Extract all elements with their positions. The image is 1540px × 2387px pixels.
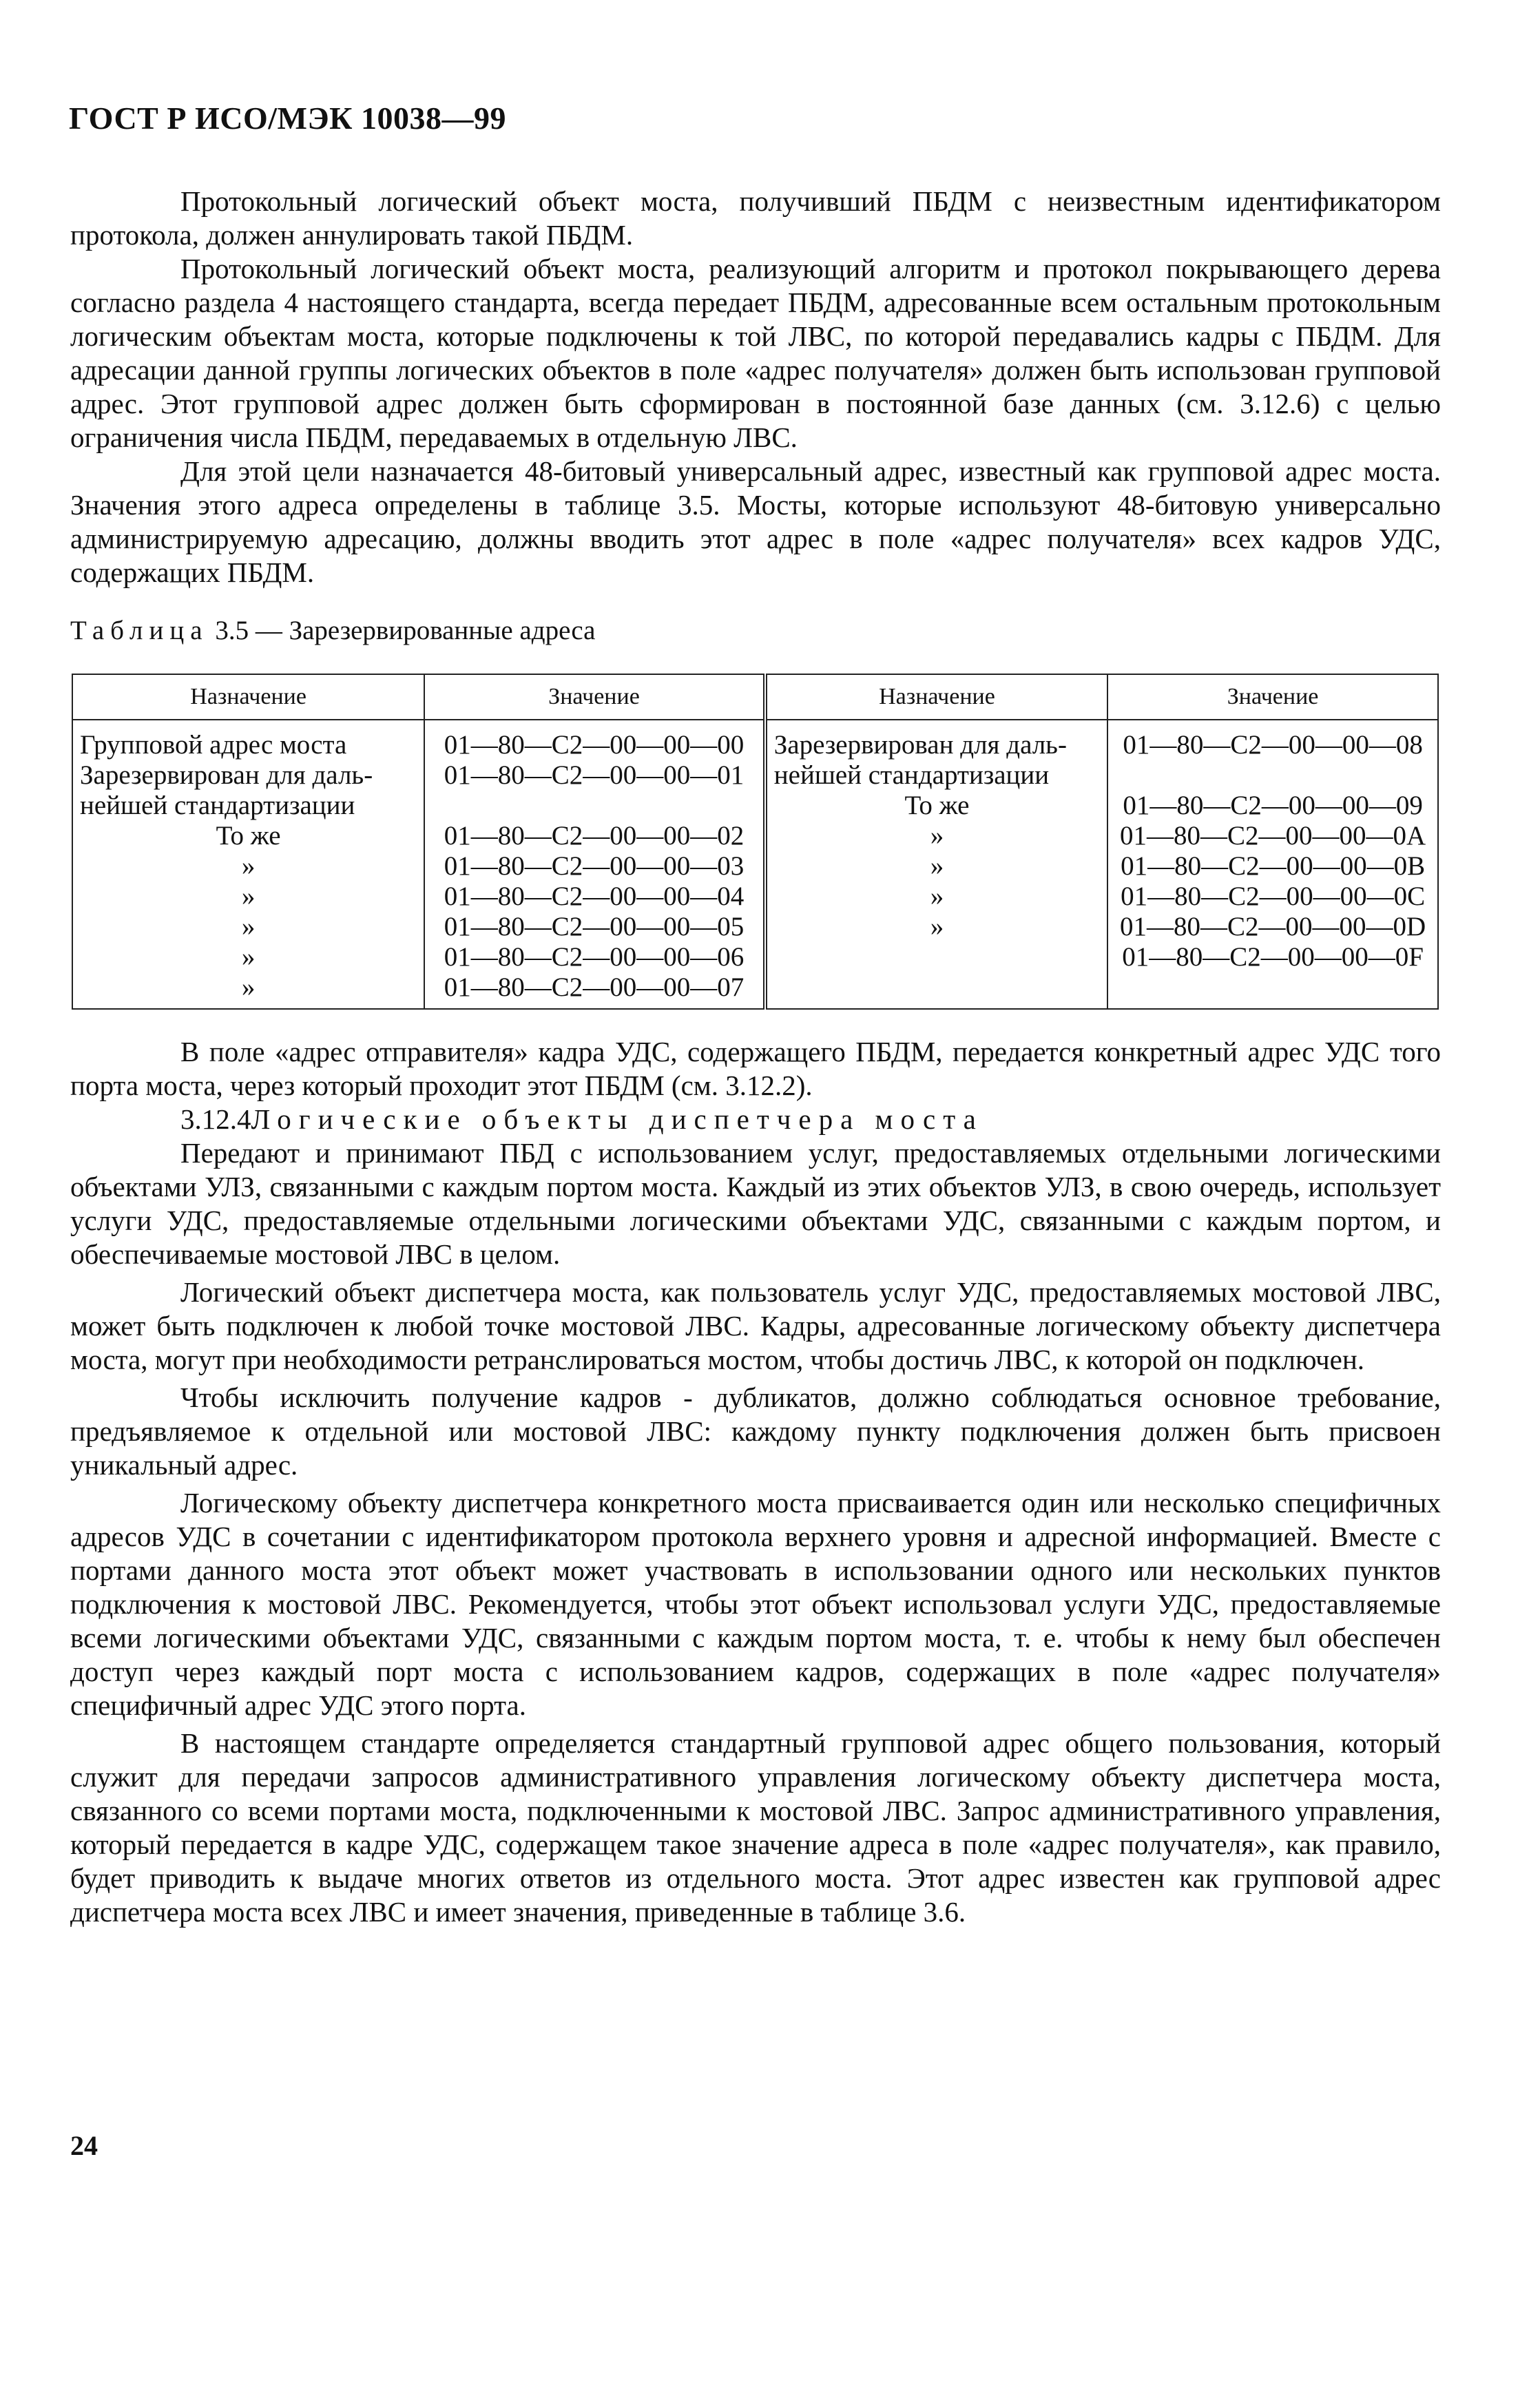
paragraph: Для этой цели назначается 48-битовый универсальный адрес, известный как групповой адрес моста. Значения этого адреса определены в таблице 3.5. Мосты, которые используют 48-битовую универсально администрируемую адресацию, должны вводить этот адрес в поле «адрес получателя» всех кадров УДС, содержащих ПБДМ. (70, 455, 1441, 588)
column-header: Значение (424, 674, 765, 720)
cell-line: » (241, 942, 256, 972)
paragraph: Протокольный логический объект моста, получивший ПБДМ с неизвестным идентификатором протокола, должен аннулировать такой ПБДМ. (70, 185, 1441, 251)
paragraph: Логическому объекту диспетчера конкретного моста присваивается один или несколько специфичных адресов УДС в сочетании с идентификатором протокола верхнего уровня и адресной информацией. Вместе с портами данного моста этот объект может участвовать в использовании одного или нескольких пунктов подключения к мостовой ЛВС. Рекомендуется, чтобы этот объект использовал услуги УДС, предоставляемые всеми логическими объектами УДС, связанными с каждым портом моста, т. е. чтобы к нему был обеспечен доступ через каждый порт моста с использованием кадров, содержащих в поле «адрес получателя» специфичный адрес УДС этого порта. (70, 1487, 1441, 1721)
reserved-addresses-table (72, 674, 1439, 1010)
cell-line: » (241, 851, 256, 881)
cell-line: 01—80—C2—00—00—0D (1119, 912, 1426, 941)
cell-line: 01—80—C2—00—00—08 (1123, 730, 1423, 760)
cell-line: » (930, 882, 944, 911)
right-purpose-cell (765, 720, 1107, 1009)
cell-line (432, 791, 756, 821)
section-title: Логические объекты диспетчера моста (251, 1103, 984, 1135)
cell-line: 01—80—C2—00—00—0C (1121, 882, 1426, 911)
cell-line: 01—80—C2—00—00—0A (1119, 821, 1426, 851)
cell-line: 01—80—C2—00—00—01 (444, 760, 745, 790)
table-header-row (72, 674, 1438, 720)
column-header: Назначение (72, 674, 424, 720)
cell-line: 01—80—C2—00—00—0F (1122, 942, 1424, 972)
paragraph: В поле «адрес отправителя» кадра УДС, содержащего ПБДМ, передается конкретный адрес УДС того порта моста, через который проходит этот ПБДМ (см. 3.12.2). (70, 1036, 1441, 1101)
cell-line: 01—80—C2—00—00—07 (444, 972, 745, 1002)
left-value-cell (424, 720, 765, 1009)
table-caption-label: Таблица (70, 616, 209, 645)
table-caption (70, 615, 595, 646)
section-number: 3.12.4 (180, 1103, 251, 1135)
cell-line: То же (216, 821, 281, 851)
cell-line: » (241, 972, 256, 1002)
cell-line: 01—80—C2—00—00—02 (444, 821, 745, 851)
intro-text (70, 185, 1441, 590)
cell-line (1115, 760, 1430, 791)
paragraph: Чтобы исключить получение кадров - дубликатов, должно соблюдаться основное требование, предъявляемое к отдельной или мостовой ЛВС: каждому пункту подключения должен быть присвоен уникальный адрес. (70, 1382, 1441, 1481)
paragraph: Передают и принимают ПБД с использованием услуг, предоставляемых отдельными логическими объектами УЛЗ, связанными с каждым портом моста. Каждый из этих объектов УЛЗ, в свою очередь, использует услуги УДС, предоставляемые отдельными логическими объектами УДС, связанными с каждым портом, и обеспечиваемые мостовой ЛВС в целом. (70, 1137, 1441, 1270)
document-header: ГОСТ Р ИСО/МЭК 10038—99 (69, 101, 506, 136)
cell-line: » (930, 821, 944, 851)
cell-line: нейшей стандартизации (80, 791, 355, 820)
cell-line: » (241, 912, 256, 941)
column-header: Назначение (765, 674, 1107, 720)
cell-line: 01—80—C2—00—00—00 (444, 730, 745, 760)
cell-line: » (930, 912, 944, 941)
cell-line: Зарезервирован для даль- (773, 730, 1067, 760)
cell-line: 01—80—C2—00—00—06 (444, 942, 745, 972)
cell-line: 01—80—C2—00—00—04 (444, 882, 745, 911)
column-header: Значение (1107, 674, 1438, 720)
left-purpose-cell (72, 720, 424, 1009)
cell-line: » (241, 882, 256, 911)
cell-line: нейшей стандартизации (773, 760, 1050, 790)
page-number: 24 (70, 2130, 98, 2161)
cell-line: 01—80—C2—00—00—09 (1123, 791, 1423, 820)
section-heading (70, 1103, 1441, 1136)
paragraph: В настоящем стандарте определяется стандартный групповой адрес общего пользования, который служит для передачи запросов административного управления логическому объекту диспетчера моста, связанного со всеми портами моста, подключенными к мостовой ЛВС. Запрос административного управления, который передается в кадре УДС, содержащем такое значение адреса в поле «адрес получателя», как правило, будет приводить к выдаче многих ответов из отдельного моста. Этот адрес известен как групповой адрес диспетчера моста всех ЛВС и имеет значения, приведенные в таблице 3.6. (70, 1727, 1441, 1928)
cell-line: 01—80—C2—00—00—05 (444, 912, 745, 941)
table-row (72, 720, 1438, 1009)
right-value-cell (1107, 720, 1438, 1009)
paragraph: Логический объект диспетчера моста, как пользователь услуг УДС, предоставляемых мостовой ЛВС, может быть подключен к любой точке мостовой ЛВС. Кадры, адресованные логическому объекту диспетчера моста, могут при необходимости ретранслироваться мостом, чтобы достичь ЛВС, к которой он подключен. (70, 1276, 1441, 1375)
cell-line: » (930, 851, 944, 881)
table-caption-text: 3.5 — Зарезервированные адреса (215, 616, 596, 645)
after-table-text (70, 1035, 1441, 1929)
cell-line: Зарезервирован для даль- (80, 760, 373, 790)
cell-line: То же (904, 791, 970, 820)
cell-line: 01—80—C2—00—00—0B (1121, 851, 1426, 881)
paragraph: Протокольный логический объект моста, реализующий алгоритм и протокол покрывающего дерева согласно раздела 4 настоящего стандарта, всегда передает ПБДМ, адресованные всем остальным протокольным логическим объектам моста, которые подключены к той ЛВС, по которой передавались кадры с ПБДМ. Для адресации данной группы логических объектов в поле «адрес получателя» должен быть использован групповой адрес. Этот групповой адрес должен быть сформирован в постоянной базе данных (см. 3.12.6) с целью ограничения числа ПБДМ, передаваемых в отдельную ЛВС. (70, 253, 1441, 453)
cell-line: Групповой адрес моста (80, 730, 347, 760)
cell-line: 01—80—C2—00—00—03 (444, 851, 745, 881)
